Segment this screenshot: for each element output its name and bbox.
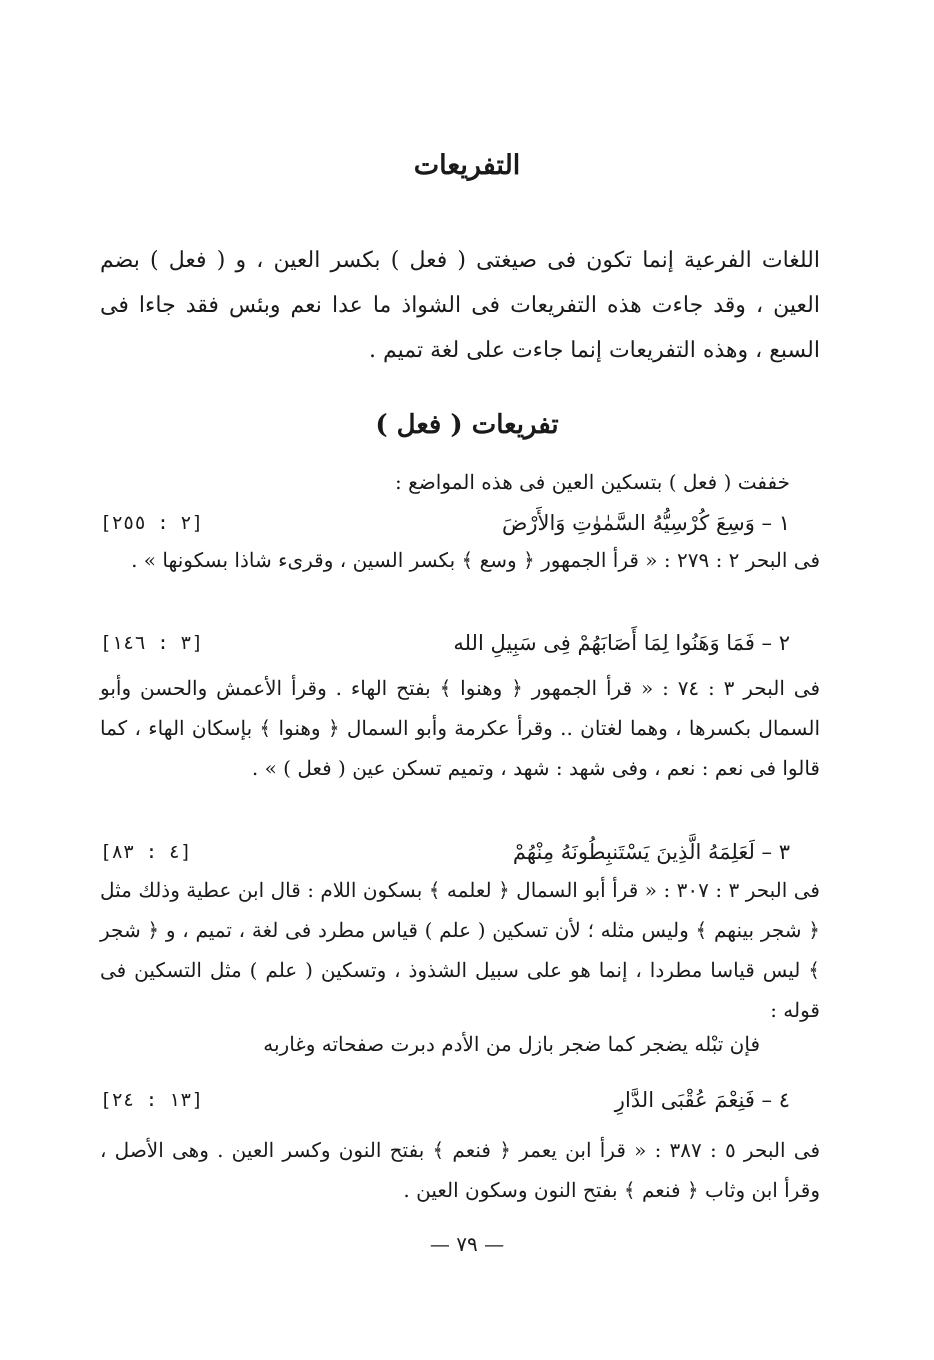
poem-line: فإن تبْله يضجر كما ضجر بازل من الأدم دبرت صفحاته وغاربه — [263, 1032, 760, 1056]
commentary-3: فى البحر ٣ : ٣٠٧ : « قرأ أبو السمال ﴿ لعلمه ﴾ بسكون اللام : قال ابن عطية وذلك مثل ﴿ شجر بينهم ﴾ وليس مثله ؛ لأن تسكين ( علم ) قياس مطرد فى لغة ، تميم ، و ﴿ شجر ﴾ ليس قياسا مطردا ، إنما هو على سبيل الشذوذ ، وتسكين ( علم ) مثل التسكين فى قوله : — [100, 878, 820, 1022]
verse-text: ٤ – فَنِعْمَ عُقْبَى الدَّارِ — [614, 1088, 790, 1112]
verse-entry-1 — [100, 503, 820, 543]
verse-reference: [١٣ : ٢٤] — [100, 1089, 204, 1111]
verse-text: ٢ – فَمَا وَهَنُوا لِمَا أَصَابَهُمْ فِى سَبِيلِ الله — [453, 631, 790, 655]
commentary-4: فى البحر ٥ : ٣٨٧ : « قرأ ابن يعمر ﴿ فنعم ﴾ بفتح النون وكسر العين . وهى الأصل ، وقرأ ابن وثاب ﴿ فنعم ﴾ بفتح النون وسكون العين . — [100, 1138, 821, 1202]
verse-reference: [٣ : ١٤٦] — [100, 632, 204, 654]
page-number: — ٧٩ — — [429, 1232, 505, 1256]
verse-entry-3 — [100, 832, 820, 872]
verse-entry-4 — [100, 1080, 820, 1120]
commentary-1: فى البحر ٢ : ٢٧٩ : « قرأ الجمهور ﴿ وسع ﴾ بكسر السين ، وقرىء شاذا بسكونها » . — [131, 548, 820, 572]
page-title: التفريعات — [413, 150, 521, 181]
verse-reference: [٢ : ٢٥٥] — [100, 512, 204, 534]
verse-entry-2 — [100, 623, 820, 663]
lead-line: خففت ( فعل ) بتسكين العين فى هذه المواضع : — [395, 470, 790, 494]
verse-text: ١ – وَسِعَ كُرْسِيُّهُ السَّمٰوٰتِ وَالأَرْضَ — [501, 511, 790, 535]
verse-text: ٣ – لَعَلِمَهُ الَّذِينَ يَسْتَنبِطُونَهُ مِنْهُمْ — [512, 840, 790, 864]
section-heading: تفريعات ( فعل ) — [375, 410, 559, 440]
intro-paragraph: اللغات الفرعية إنما تكون فى صيغتى ( فعل ) بكسر العين ، و ( فعل ) بضم العين ، وقد جاءت هذه التفريعات فى الشواذ ما عدا نعم وبئس فقد جاءا فى السبع ، وهذه التفريعات إنما جاءت على لغة تميم . — [100, 248, 820, 363]
verse-reference: [٤ : ٨٣] — [100, 841, 192, 863]
commentary-2: فى البحر ٣ : ٧٤ : « قرأ الجمهور ﴿ وهنوا ﴾ بفتح الهاء . وقرأ الأعمش والحسن وأبو السمال بكسرها ، وهما لغتان .. وقرأ عكرمة وأبو السمال ﴿ وهنوا ﴾ بإسكان الهاء ، كما قالوا فى نعم : نعم ، وفى شهد : شهد ، وتميم تسكن عين ( فعل ) » . — [100, 676, 821, 780]
